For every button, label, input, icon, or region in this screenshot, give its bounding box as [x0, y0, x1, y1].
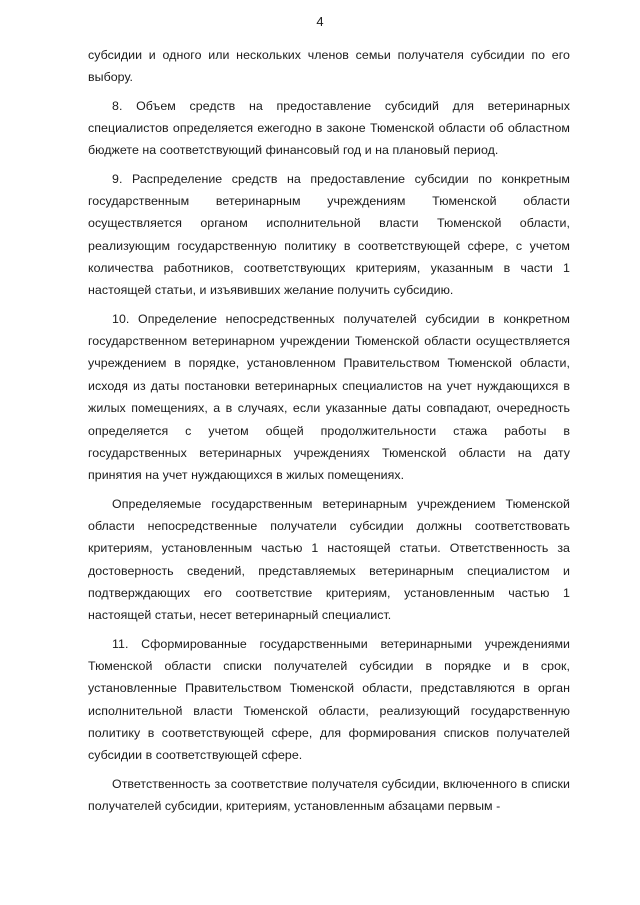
page-number: 4	[316, 14, 324, 29]
paragraph-continuation: субсидии и одного или нескольких членов семьи получателя субсидии по его выбору.	[88, 48, 570, 85]
paragraph-9-distribution: 9. Распределение средств на предоставление субсидии по конкретным государственным ветеринарным учреждениям Тюменской области осуществляется органом исполнительной власти Тюменской области, реализующим государственную политику в соответствующей сфере, с учетом количества работников, соответствующих критериям, указанным в части 1 настоящей статьи, и изъявивших желание получить субсидию.	[88, 171, 570, 298]
paragraph-recipient-criteria: Определяемые государственным ветеринарным учреждением Тюменской области непосредственные получатели субсидии должны соответствовать критериям, установленным частью 1 настоящей статьи. Ответственность за достоверность сведений, представляемых ветеринарным специалистом и подтверждающих его соответствие критериям, установленным частью 1 настоящей статьи, несет ветеринарный специалист.	[88, 496, 570, 623]
document-body	[88, 44, 570, 817]
paragraph-8-budget-volume: 8. Объем средств на предоставление субсидий для ветеринарных специалистов определяется ежегодно в законе Тюменской области об областном бюджете на соответствующий финансовый год и на плановый период.	[88, 98, 570, 158]
paragraph-10-recipients: 10. Определение непосредственных получателей субсидии в конкретном государственном ветеринарном учреждении Тюменской области осуществляется учреждением в порядке, установленном Правительством Тюменской области, исходя из даты постановки ветеринарных специалистов на учет нуждающихся в жилых помещениях, а в случаях, если указанные даты совпадают, очередность определяется с учетом общей продолжительности стажа работы в государственных ветеринарных учреждениях Тюменской области на дату принятия на учет нуждающихся в жилых помещениях.	[88, 311, 570, 483]
paragraph-responsibility: Ответственность за соответствие получателя субсидии, включенного в списки получателей субсидии, критериям, установленным абзацами первым -	[88, 776, 570, 813]
paragraph-11-lists: 11. Сформированные государственными ветеринарными учреждениями Тюменской области списки получателей субсидии в порядке и в срок, установленные Правительством Тюменской области, представляются в орган исполнительной власти Тюменской области, реализующий государственную политику в соответствующей сфере, для формирования списков получателей субсидии в соответствующей сфере.	[88, 636, 570, 763]
